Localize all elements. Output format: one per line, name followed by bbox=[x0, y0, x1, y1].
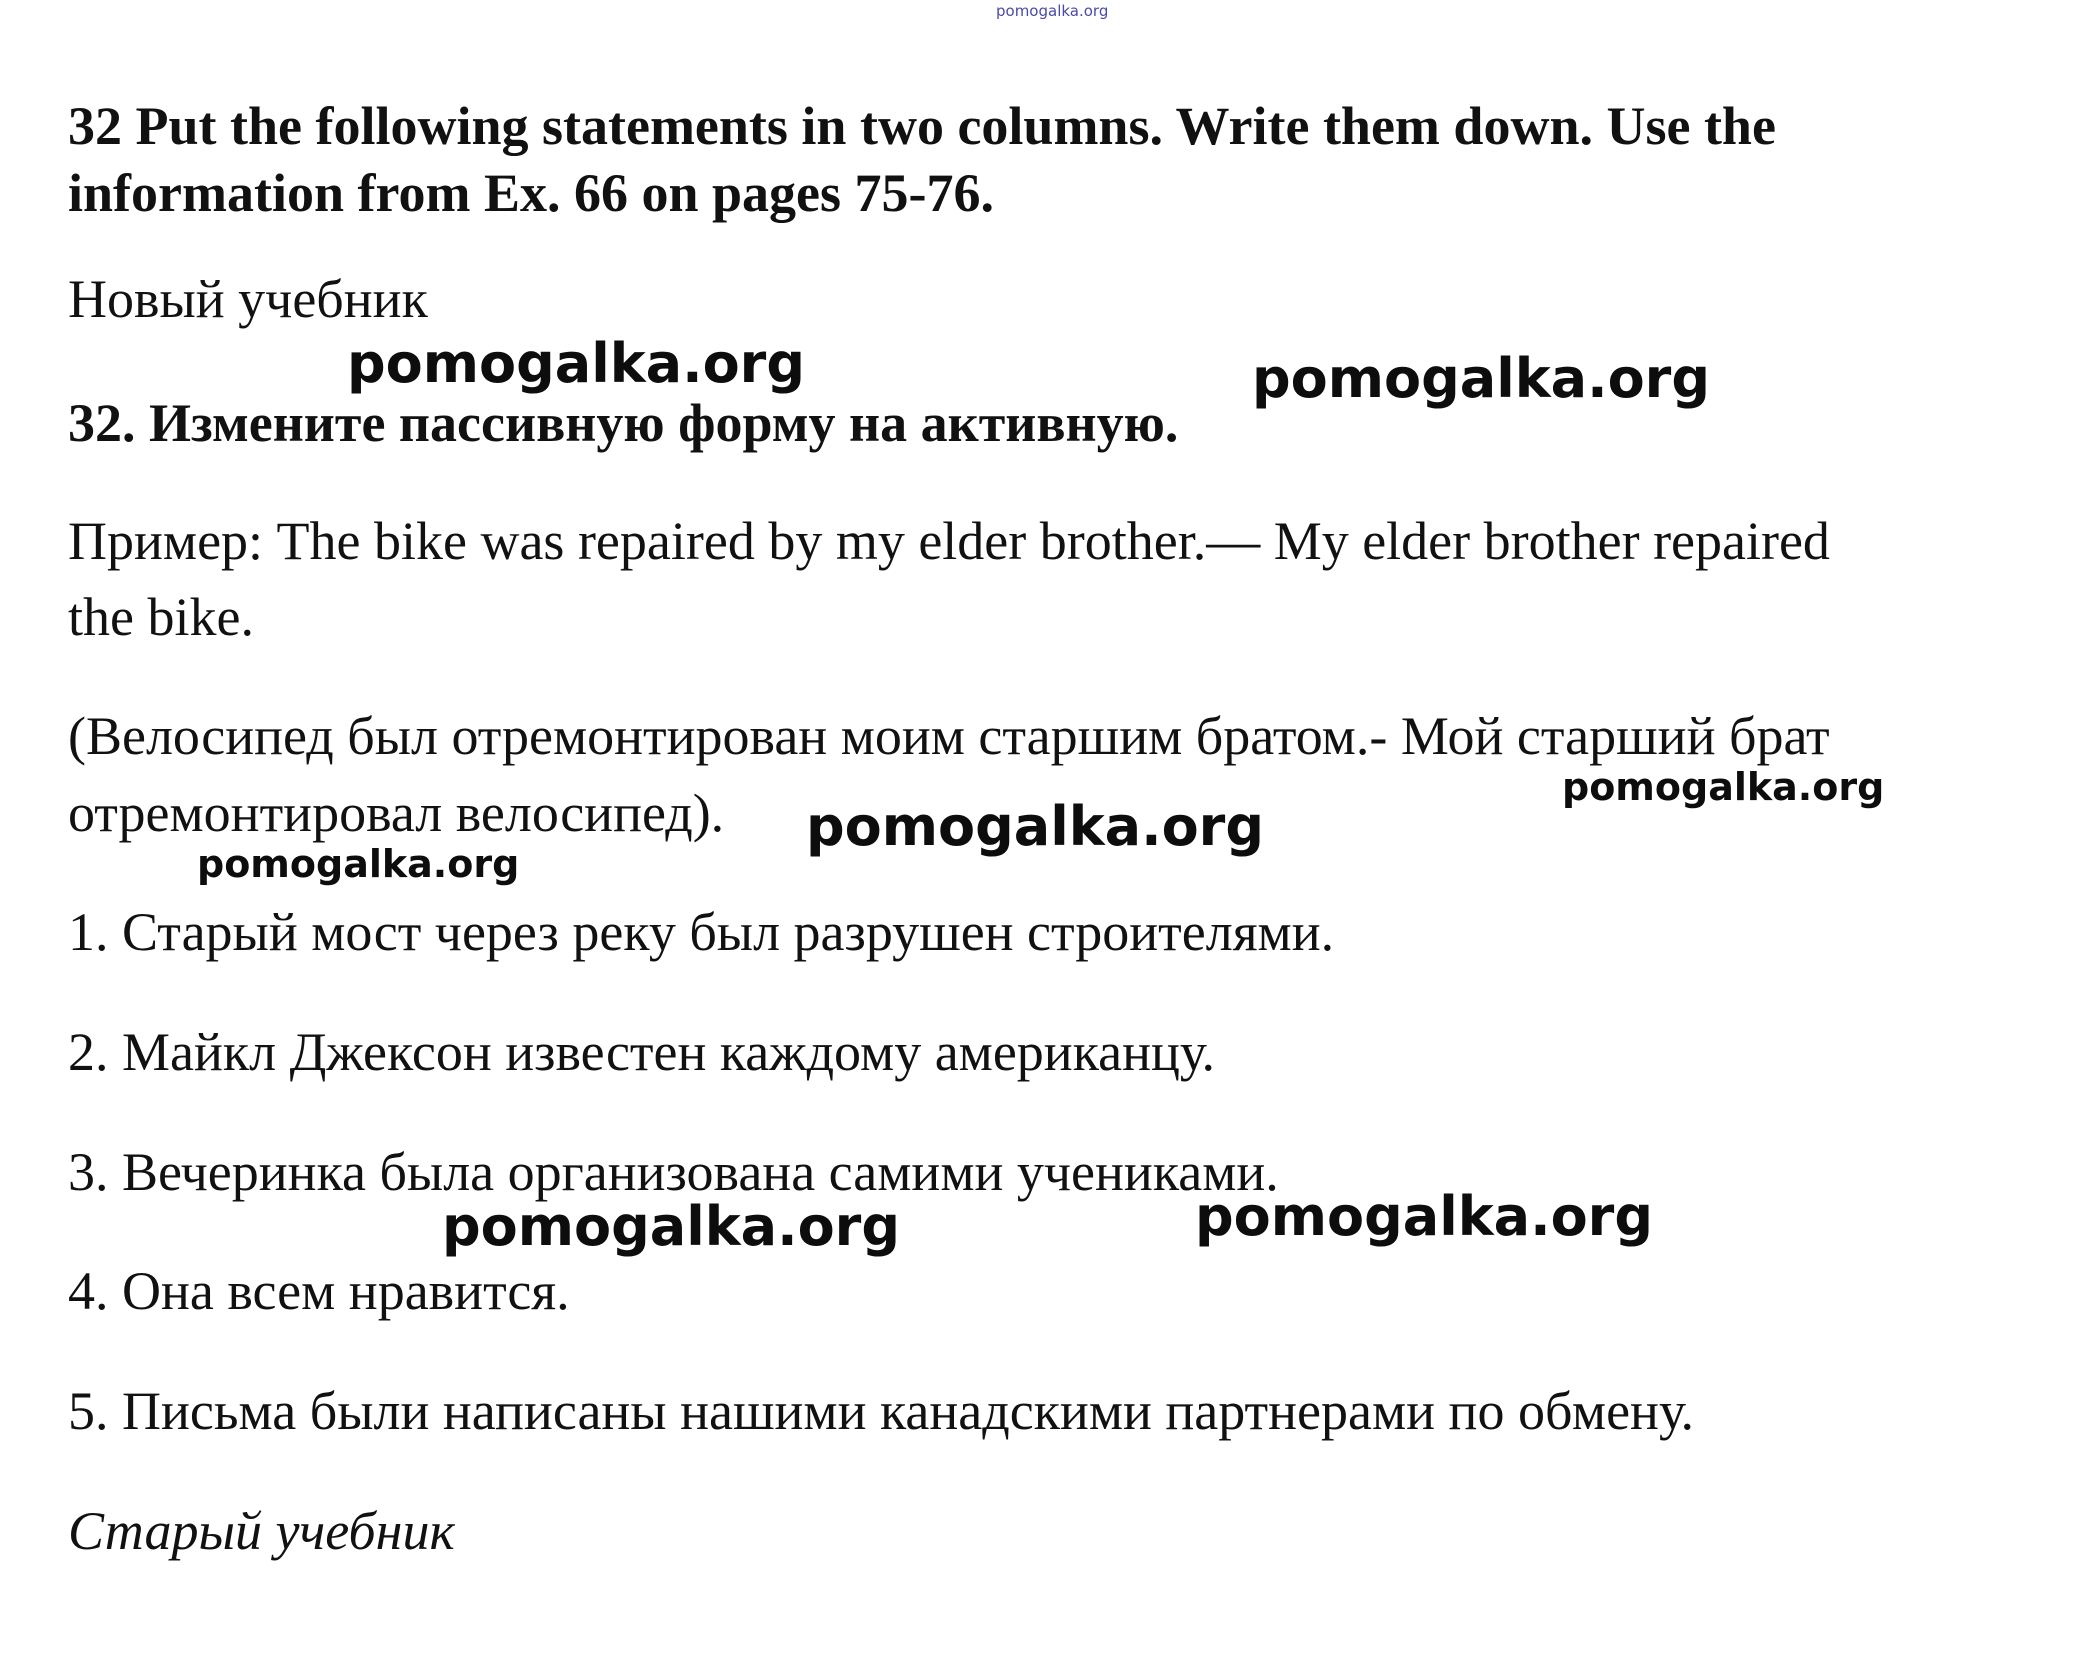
translation-line1: (Велосипед был отремонтирован моим старшим братом.- Мой старший брат bbox=[68, 706, 1830, 766]
task-heading: 32. Измените пассивную форму на активную. bbox=[68, 393, 1179, 453]
list-item: 3. Вечеринка была организована самими учениками. bbox=[68, 1142, 1279, 1202]
list-item: 1. Старый мост через реку был разрушен строителями. bbox=[68, 902, 1335, 962]
watermark: pomogalka.org bbox=[1252, 347, 1710, 410]
watermark: pomogalka.org bbox=[1562, 765, 1885, 809]
list-item: 2. Майкл Джексон известен каждому американцу. bbox=[68, 1022, 1215, 1082]
top-watermark: pomogalka.org bbox=[996, 2, 1109, 20]
example-line1: Пример: The bike was repaired by my elder brother.— My elder brother repaired bbox=[68, 511, 1830, 571]
example-line2: the bike. bbox=[68, 587, 254, 647]
exercise-heading-en-line1: 32 Put the following statements in two columns. Write them down. Use the bbox=[68, 96, 1776, 156]
list-item: 5. Письма были написаны нашими канадскими партнерами по обмену. bbox=[68, 1381, 1695, 1441]
new-textbook-label: Новый учебник bbox=[68, 269, 428, 329]
watermark: pomogalka.org bbox=[442, 1195, 900, 1258]
watermark: pomogalka.org bbox=[197, 842, 520, 886]
translation-line2: отремонтировал велосипед). bbox=[68, 783, 725, 843]
watermark: pomogalka.org bbox=[347, 332, 805, 395]
watermark: pomogalka.org bbox=[1195, 1185, 1653, 1248]
old-textbook-label: Старый учебник bbox=[68, 1501, 455, 1561]
watermark: pomogalka.org bbox=[806, 795, 1264, 858]
list-item: 4. Она всем нравится. bbox=[68, 1261, 570, 1321]
exercise-heading-en-line2: information from Ex. 66 on pages 75-76. bbox=[68, 163, 994, 223]
